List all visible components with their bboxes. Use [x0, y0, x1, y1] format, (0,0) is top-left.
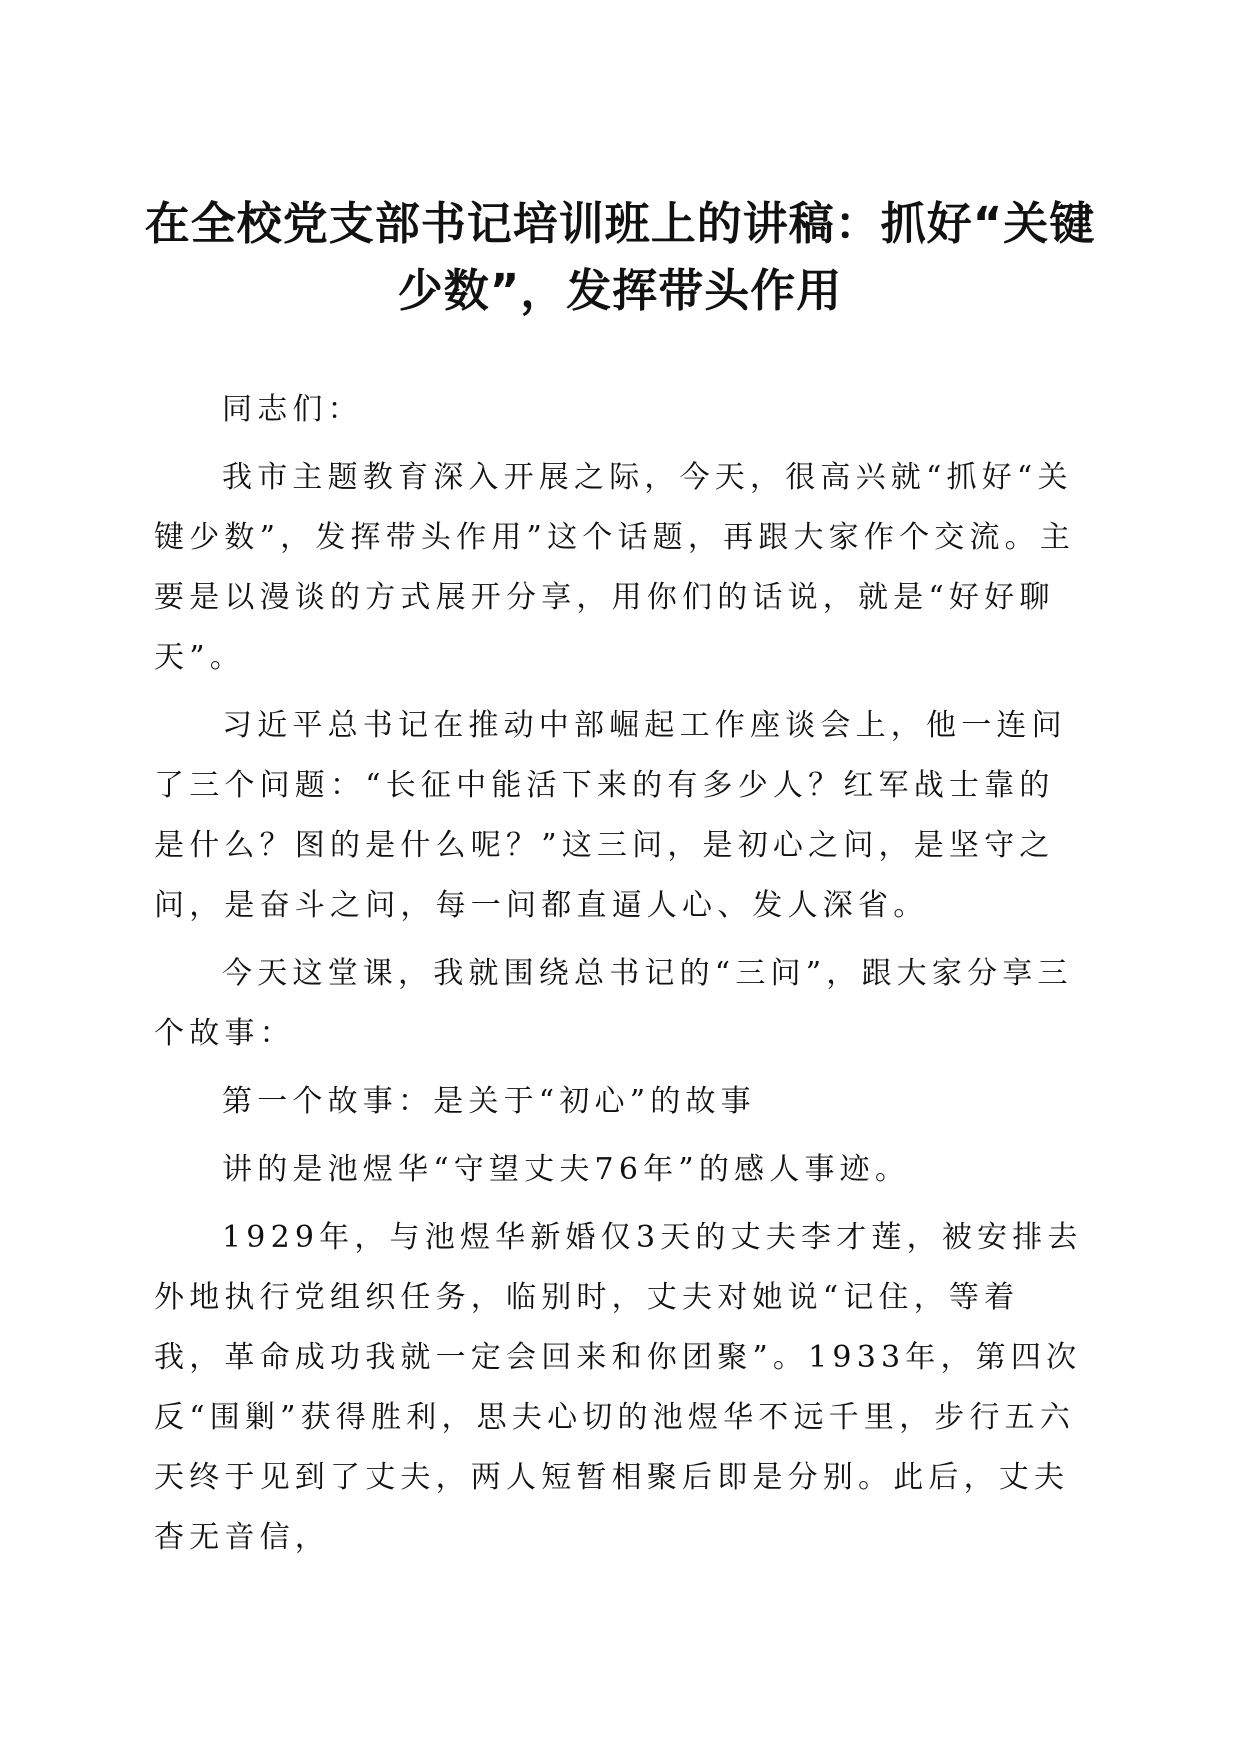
intro-paragraph: 我市主题教育深入开展之际，今天，很高兴就“抓好“关键少数”，发挥带头作用”这个话题，再跟大家作个交流。主要是以漫谈的方式展开分享，用你们的话说，就是“好好聊天”。 — [154, 460, 1076, 675]
first-story-summary: 讲的是池煜华“守望丈夫76年”的感人事迹。 — [222, 1152, 911, 1187]
first-story-heading: 第一个故事：是关于“初心”的故事 — [222, 1084, 756, 1119]
document-body — [154, 380, 1084, 1576]
document-title: 在全校党支部书记培训班上的讲稿：抓好“关键少数”，发挥带头作用 — [144, 197, 1096, 317]
salutation-paragraph: 同志们： — [222, 392, 363, 427]
three-questions-paragraph: 习近平总书记在推动中部崛起工作座谈会上，他一连问了三个问题：“长征中能活下来的有多少人？红军战士靠的是什么？图的是什么呢？”这三问，是初心之问，是坚守之问，是奋斗之问，每一问都直逼人心、发人深省。 — [154, 708, 1067, 923]
first-story-paragraph: 1929年，与池煜华新婚仅3天的丈夫李才莲，被安排去外地执行党组织任务，临别时，丈夫对她说“记住，等着我，革命成功我就一定会回来和你团聚”。1933年，第四次反“围剿”获得胜利，思夫心切的池煜华不远千里，步行五六天终于见到了丈夫，两人短暂相聚后即是分别。此后，丈夫杳无音信， — [154, 1220, 1083, 1555]
three-stories-paragraph: 今天这堂课，我就围绕总书记的“三问”，跟大家分享三个故事： — [154, 956, 1073, 1051]
